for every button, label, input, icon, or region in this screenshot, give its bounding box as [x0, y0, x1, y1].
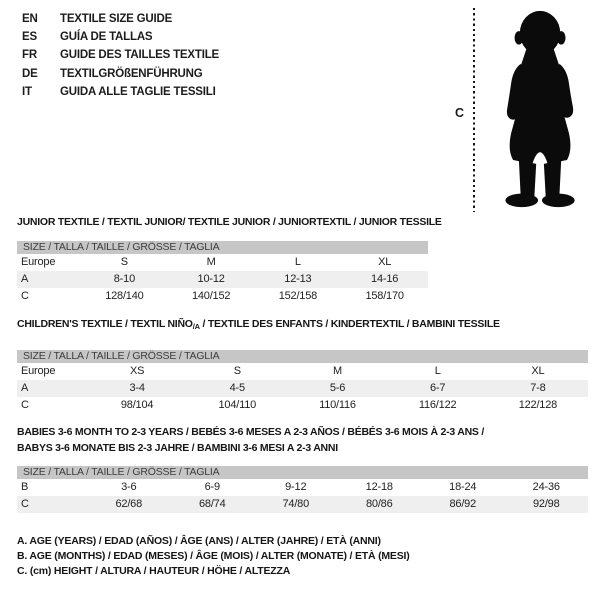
language-title: TEXTILE SIZE GUIDE	[60, 13, 173, 25]
size-header-row	[17, 350, 588, 363]
language-row-fr	[22, 46, 219, 64]
language-row-it	[22, 83, 219, 101]
baby-height-figure	[440, 4, 600, 216]
baby-silhouette-icon	[480, 8, 600, 210]
size-header-row	[17, 466, 588, 479]
size-value-cell: 12-18	[365, 481, 393, 493]
legend-line-b: B. AGE (MONTHS) / EDAD (MESES) / ÂGE (MOIS) / ALTER (MONATE) / ETÀ (MESI)	[17, 550, 410, 563]
size-value-cell: 74/80	[254, 496, 338, 513]
size-header-row	[17, 241, 428, 254]
size-value-cell: 7-8	[488, 380, 588, 397]
size-value-cell: 140/152	[191, 290, 231, 302]
row-label-cell: C	[21, 399, 29, 411]
language-title: GUÍA DE TALLAS	[60, 31, 153, 44]
table-row-europe	[17, 254, 428, 271]
size-value-cell: 9-12	[285, 481, 307, 493]
language-row-de	[22, 65, 219, 83]
size-value-cell: 62/68	[87, 496, 171, 513]
language-title: TEXTILGRÖßENFÜHRUNG	[60, 67, 203, 80]
table-row-europe	[17, 363, 588, 380]
title-line-1: BABIES 3-6 MONTH TO 2-3 YEARS / BEBÉS 3-6 MESES A 2-3 AÑOS / BÉBÉS 3-6 MOIS À 2-3 ANS /	[17, 426, 485, 438]
legend	[17, 534, 410, 580]
size-value-cell: L	[294, 256, 301, 268]
size-header-cell: SIZE / TALLA / TAILLE / GRÖSSE / TAGLIA	[17, 241, 428, 254]
row-label-cell: Europe	[21, 256, 56, 268]
size-value-cell: 110/116	[319, 399, 356, 411]
size-value-cell: 10-12	[168, 271, 255, 288]
size-value-cell: XL	[531, 365, 545, 377]
size-value-cell: 6-9	[204, 481, 220, 493]
table-row-height	[17, 288, 428, 305]
row-label-cell: Europe	[21, 365, 56, 377]
table-row-months	[17, 479, 588, 496]
row-label-cell: A	[17, 271, 81, 288]
size-value-cell: 86/92	[421, 496, 505, 513]
junior-table-section	[17, 216, 442, 305]
row-label-cell: C	[21, 290, 29, 302]
language-code: ES	[22, 31, 37, 44]
table-row-age	[17, 271, 428, 288]
size-value-cell: 14-16	[341, 271, 428, 288]
size-header-cell: SIZE / TALLA / TAILLE / GRÖSSE / TAGLIA	[17, 466, 588, 479]
language-code: EN	[22, 13, 38, 25]
size-value-cell: 152/158	[278, 290, 318, 302]
row-label-cell: A	[17, 380, 87, 397]
language-code: FR	[22, 49, 37, 62]
row-label-cell: B	[21, 481, 29, 493]
size-value-cell: 5-6	[287, 380, 387, 397]
size-value-cell: 98/104	[120, 399, 154, 411]
babies-size-table	[17, 466, 588, 513]
language-row-en	[22, 10, 219, 28]
height-measure-label: C	[455, 106, 465, 120]
size-value-cell: 92/98	[505, 496, 589, 513]
title-line-2: BABYS 3-6 MONATE BIS 2-3 JAHRE / BAMBINI 3-6 MESI A 2-3 ANNI	[17, 442, 338, 454]
size-value-cell: 3-4	[87, 380, 187, 397]
size-value-cell: 68/74	[171, 496, 255, 513]
language-list	[22, 10, 219, 101]
size-value-cell: 80/86	[338, 496, 422, 513]
children-table-section	[17, 318, 588, 414]
size-value-cell: 3-6	[121, 481, 137, 493]
babies-table-section	[17, 424, 588, 513]
size-value-cell: 6-7	[388, 380, 488, 397]
size-value-cell: M	[332, 365, 342, 377]
junior-table-title: JUNIOR TEXTILE / TEXTIL JUNIOR/ TEXTILE JUNIOR / JUNIORTEXTIL / JUNIOR TESSILE	[17, 216, 442, 228]
size-value-cell: 12-13	[255, 271, 342, 288]
size-value-cell: 18-24	[449, 481, 477, 493]
children-size-table	[17, 350, 588, 414]
title-text: / TEXTILE DES ENFANTS / KINDERTEXTIL / BAMBINI TESSILE	[199, 318, 500, 330]
junior-size-table	[17, 241, 428, 305]
language-code: DE	[22, 67, 38, 80]
size-value-cell: L	[434, 365, 441, 377]
title-subscript: /A	[192, 322, 200, 331]
row-label-cell: C	[17, 496, 87, 513]
table-row-age	[17, 380, 588, 397]
size-value-cell: S	[233, 365, 241, 377]
size-value-cell: XS	[129, 365, 145, 377]
table-row-height	[17, 397, 588, 414]
size-value-cell: 122/128	[518, 399, 558, 411]
language-code: IT	[22, 85, 32, 98]
legend-line-c: C. (cm) HEIGHT / ALTURA / HAUTEUR / HÖHE / ALTEZZA	[17, 565, 291, 578]
size-value-cell: M	[206, 256, 216, 268]
language-title: GUIDE DES TAILLES TEXTILE	[60, 49, 219, 62]
size-header-cell: SIZE / TALLA / TAILLE / GRÖSSE / TAGLIA	[17, 350, 588, 363]
size-value-cell: S	[120, 256, 128, 268]
size-value-cell: 4-5	[187, 380, 287, 397]
height-dotted-line	[473, 8, 475, 212]
children-table-title	[17, 318, 588, 333]
size-value-cell: 24-36	[532, 481, 560, 493]
language-title: GUIDA ALLE TAGLIE TESSILI	[60, 85, 216, 98]
size-value-cell: XL	[378, 256, 392, 268]
language-row-es	[22, 28, 219, 46]
size-value-cell: 104/110	[218, 399, 257, 411]
size-value-cell: 8-10	[81, 271, 168, 288]
size-value-cell: 128/140	[105, 290, 144, 302]
size-value-cell: 158/170	[365, 290, 404, 302]
legend-line-a: A. AGE (YEARS) / EDAD (AÑOS) / ÂGE (ANS) / ALTER (JAHRE) / ETÀ (ANNI)	[17, 535, 381, 547]
title-text: CHILDREN'S TEXTILE / TEXTIL NIÑO	[17, 318, 193, 330]
size-value-cell: 116/122	[418, 399, 457, 411]
table-row-height	[17, 496, 588, 513]
babies-table-title	[17, 424, 588, 456]
